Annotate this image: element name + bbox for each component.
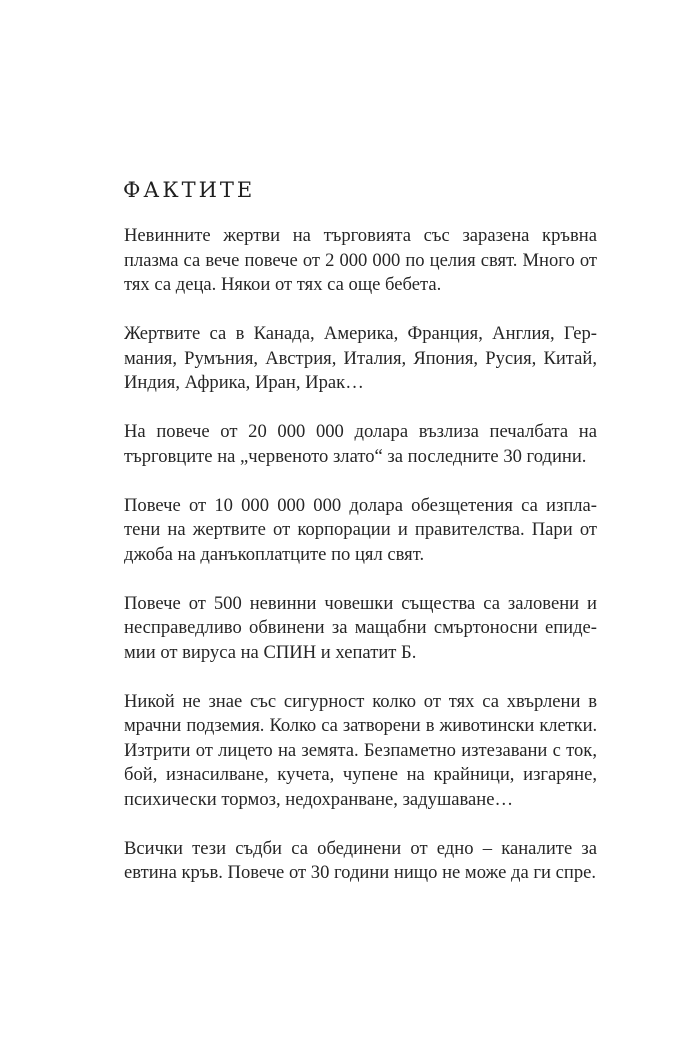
text-line: мания, Румъния, Австрия, Италия, Япония, Русия, Китай, bbox=[124, 347, 597, 369]
text-line: тени на жертвите от корпорации и правителства. Пари от bbox=[124, 519, 597, 540]
text-line: мии от вируса на СПИН и хепатит Б. bbox=[124, 641, 417, 663]
text-line: джоба на данъкоплатците по цял свят. bbox=[124, 543, 425, 565]
text-line: плазма са вече повече от 2 000 000 по целия свят. Много от bbox=[124, 249, 597, 271]
body-text bbox=[124, 224, 597, 910]
text-line: бой, изнасилване, кучета, чупене на крайници, изгаряне, bbox=[124, 764, 597, 785]
paragraph-accused bbox=[124, 592, 597, 666]
text-line: На повече от 20 000 000 долара възлиза печалбата на bbox=[124, 421, 597, 442]
text-line: Повече от 500 невинни човешки същества са заловени и bbox=[124, 592, 597, 614]
paragraph-conclusion bbox=[124, 837, 597, 886]
text-line: Невинните жертви на търговията със заразена кръвна bbox=[124, 225, 597, 246]
text-line: психически тормоз, недохранване, задушаване… bbox=[124, 788, 514, 810]
paragraph-unknown-fate bbox=[124, 690, 597, 813]
text-line: Всички тези съдби са обединени от едно – каналите за bbox=[124, 837, 597, 859]
text-line: Изтрити от лицето на земята. Безпаметно изтезавани с ток, bbox=[124, 739, 597, 761]
text-line: Никой не знае със сигурност колко от тях са хвърлени в bbox=[124, 690, 597, 712]
paragraph-compensation bbox=[124, 494, 597, 568]
paragraph-countries bbox=[124, 322, 597, 396]
text-line: Жертвите са в Канада, Америка, Франция, Англия, Гер- bbox=[124, 323, 597, 344]
chapter-title: ФАКТИТЕ bbox=[123, 178, 256, 202]
text-line: Повече от 10 000 000 000 долара обезщетения са изпла- bbox=[124, 494, 597, 516]
text-line: несправедливо обвинени за мащабни смъртоносни епиде- bbox=[124, 617, 597, 638]
text-line: търговците на „червеното злато“ за последните 30 години. bbox=[124, 445, 587, 467]
text-line: Индия, Африка, Иран, Ирак… bbox=[124, 372, 364, 393]
paragraph-victims-count bbox=[124, 224, 597, 298]
text-line: тях са деца. Някои от тях са още бебета. bbox=[124, 274, 442, 295]
text-line: мрачни подземия. Колко са затворени в животински клетки. bbox=[124, 715, 597, 736]
text-line: евтина кръв. Повече от 30 години нищо не може да ги спре. bbox=[124, 862, 597, 883]
paragraph-profit bbox=[124, 420, 597, 469]
